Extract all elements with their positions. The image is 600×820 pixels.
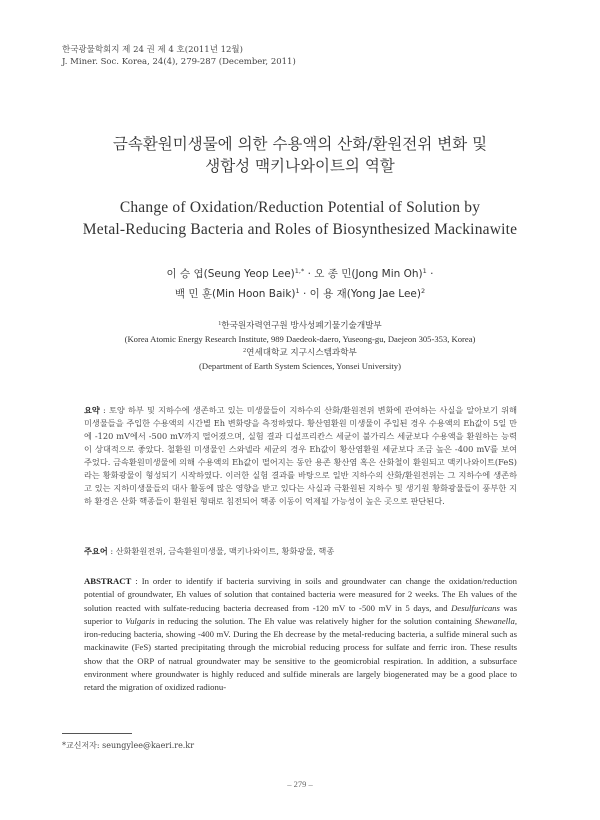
korean-abstract xyxy=(84,404,517,508)
korean-keywords-text: : 산화환원전위, 금속환원미생물, 맥키나와이트, 황화광물, 핵종 xyxy=(107,546,335,556)
korean-keywords xyxy=(84,545,517,557)
author-list xyxy=(0,263,600,303)
korean-abstract-text: : 토양 하부 및 지하수에 생존하고 있는 미생물들이 지하수의 산화/환원전위 변화에 관여하는 사실을 알아보기 위해 미생물들을 주입한 수용액의 시간별 Eh 변화량을 측정하였다. 황산염환원 미생물이 주입된 경우 수용액의 Eh값이 5일 만에 -120 mV에서 -500 mV까지 떨어졌으며, 실험 결과 디설프리칸스 세균이 불가리스 세균보다 수용액을 환원하는 능력이 상대적으로 좋았다. 철환원 미생물인 스와넬라 세균의 경우 Eh값이 황산염환원 세균보다 조금 높은 -400 mV를 보여 주었다. 금속환원미생물에 의해 수용액의 Eh값이 떨어지는 동안 용존 황산염 혹은 산화철이 환원되고 맥키나와이트(FeS)라는 황화광물이 형성되기 시작하였다. 이러한 실험 결과를 바탕으로 일반 지하수의 산화/환원전위는 그 지하수에 생존하고 있는 지하미생물들의 대사 활동에 많은 영향을 받고 있다는 사실과 극환원된 지하수 및 생기원 황화광물들이 풍부한 지하 환경은 산화 핵종들이 환원된 형태로 침전되어 핵종 이동이 억제될 가능성이 높은 곳으로 판단된다. xyxy=(84,405,517,506)
english-abstract-label: ABSTRACT xyxy=(84,576,132,586)
footnote-divider xyxy=(62,733,132,734)
english-abstract-text-3: in reducing the solution. The Eh value was relatively higher for the solution containing xyxy=(154,615,475,626)
affiliation-1-mark: 1 xyxy=(218,321,222,327)
author-separator: · xyxy=(426,268,434,280)
author-3-affiliation-mark: 1 xyxy=(295,287,300,295)
journal-citation-en: J. Miner. Soc. Korea, 24(4), 279-287 (December, 2011) xyxy=(62,57,296,67)
korean-abstract-label: 요약 xyxy=(84,405,100,415)
author-3: 백 민 훈(Min Hoon Baik) xyxy=(174,288,296,300)
english-title-line-1: Change of Oxidation/Reduction Potential of Solution by xyxy=(119,199,481,216)
author-1-affiliation-mark: 1,* xyxy=(294,267,305,275)
author-4: 이 용 재(Yong Jae Lee) xyxy=(309,288,421,300)
author-line-1 xyxy=(0,263,600,283)
english-abstract-text-2: was superior to xyxy=(84,602,517,626)
author-separator: · xyxy=(299,288,310,300)
affiliation-1-ko: $^1$한국원자력연구원 방사성폐기물기술개발부 xyxy=(218,321,382,331)
author-2: 오 종 민(Jong Min Oh) xyxy=(314,268,423,280)
species-name-shewanella: Shewanella xyxy=(474,615,515,626)
species-name-vulgaris: Vulgaris xyxy=(125,615,155,626)
english-abstract-text-1: : In order to identify if bacteria surviving in soils and groundwater can change the oxidation/reduction potential of groundwater, Eh values of solution that contained bacteria were measured for 2 weeks. The Eh values of the solution reacted with sulfate-reducing bacteria decreased from -120 mV to -500 mV in 5 days, and xyxy=(84,576,517,613)
author-1: 이 승 엽(Seung Yeop Lee) xyxy=(166,268,295,280)
author-2-affiliation-mark: 1 xyxy=(422,267,427,275)
affiliation-2-ko: $^2$연세대학교 지구시스템과학부 xyxy=(243,348,357,358)
english-title-line-2: Metal-Reducing Bacteria and Roles of Biosynthesized Mackinawite xyxy=(82,221,518,238)
korean-title-line-1: 금속환원미생물에 의한 수용액의 산화/환원전위 변화 및 xyxy=(112,135,488,153)
korean-title xyxy=(0,133,600,177)
affiliation-2-mark: 2 xyxy=(243,348,247,354)
species-name-desulfuricans: Desulfuricans xyxy=(451,602,500,613)
english-title xyxy=(0,197,600,241)
korean-title-line-2: 생합성 맥키나와이트의 역할 xyxy=(205,157,395,175)
author-line-2 xyxy=(0,283,600,303)
journal-header xyxy=(62,44,296,68)
english-abstract xyxy=(84,575,517,695)
corresponding-author-footnote: *교신저자: seungylee@kaeri.re.kr xyxy=(62,741,195,750)
journal-citation-ko: 한국광물학회지 제 24 권 제 4 호(2011년 12월) xyxy=(62,45,243,55)
affiliation-1-en: (Korea Atomic Energy Research Institute, 989 Daedeok-daero, Yuseong-gu, Daejeon 305-353, Korea) xyxy=(124,333,476,344)
korean-keywords-label: 주요어 xyxy=(84,546,108,556)
author-4-affiliation-mark: 2 xyxy=(420,287,426,295)
affiliation-2-en: (Department of Earth System Sciences, Yonsei University) xyxy=(199,360,401,371)
page-number: – 279 – xyxy=(287,779,313,789)
english-abstract-text-4: , iron-reducing bacteria, showing -400 mV. During the Eh decrease by the metal-reducing bacteria, a sulfide mineral such as mackinawite (FeS) started precipitating through the microbial reducing process for sulfate and ferric iron. These results show that the ORP of natrual groundwater may be sensitive to the geomicrobial respiration. In addition, a subsurface environment where groundwater is highly reduced and sulfide minerals are largely biogenerated may be a good place to retard the migration of oxidized radionu- xyxy=(84,615,517,693)
affiliations xyxy=(0,318,600,372)
author-separator: · xyxy=(304,268,315,280)
